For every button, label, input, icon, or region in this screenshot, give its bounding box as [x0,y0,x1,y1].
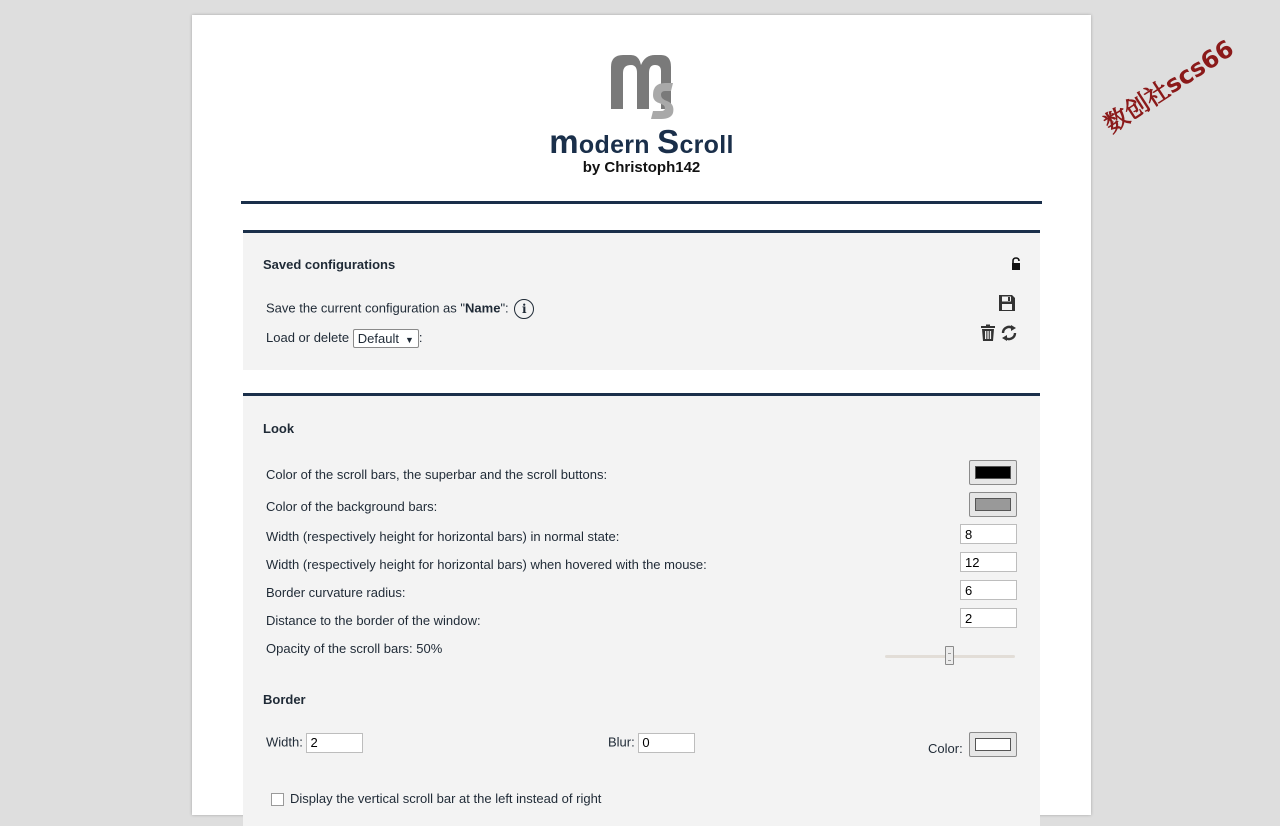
opacity-slider[interactable] [885,646,1015,666]
saved-configurations-panel [243,230,1040,370]
load-config-row: Load or delete Default ▼ : [266,329,423,346]
lock-open-icon[interactable] [1009,257,1023,271]
scrollbar-color-button[interactable] [969,460,1017,485]
look-panel [243,393,1040,826]
config-select[interactable]: Default ▼ [353,329,419,348]
trash-icon[interactable] [979,324,997,342]
radius-input[interactable] [960,580,1017,600]
app-title: modern Scroll [549,123,734,160]
border-title: Border [263,692,306,707]
background-color-swatch [975,498,1011,511]
config-name-placeholder[interactable]: Name [465,300,501,316]
author-byline: by Christoph142 [582,159,701,176]
border-color-button[interactable] [969,732,1017,757]
distance-label: Distance to the border of the window: [266,613,481,628]
background-color-label: Color of the background bars: [266,499,438,514]
distance-input[interactable] [960,608,1017,628]
width-hover-label: Width (respectively height for horizontal bars) when hovered with the mouse: [266,557,707,572]
scrollbar-color-label: Color of the scroll bars, the superbar and the scroll buttons: [266,467,608,482]
opacity-slider-thumb[interactable] [945,646,954,665]
border-blur-label: Blur: [608,734,635,750]
watermark-text: 数创社scs66 [1099,34,1239,139]
border-blur-input[interactable]: 0 [638,733,695,753]
saved-configurations-title: Saved configurations [263,257,396,272]
background-color-button[interactable] [969,492,1017,517]
info-icon[interactable]: i [514,299,534,319]
options-page [192,15,1091,815]
width-hover-input[interactable] [960,552,1017,572]
border-width-input[interactable]: 2 [306,733,363,753]
refresh-icon[interactable] [1000,324,1018,342]
radius-label: Border curvature radius: [266,585,406,600]
save-icon[interactable] [998,294,1016,312]
header-divider [241,201,1042,204]
left-scrollbar-label: Display the vertical scroll bar at the left instead of right [290,791,602,806]
width-normal-input[interactable] [960,524,1017,544]
border-color-swatch [975,738,1011,751]
border-blur-row [608,733,695,753]
width-normal-label: Width (respectively height for horizontal bars) in normal state: [266,529,620,544]
save-config-row: Save the current configuration as "Name": i [266,299,534,319]
border-color-label: Color: [928,741,963,756]
modern-scroll-logo [609,53,675,119]
border-width-row [266,733,363,753]
opacity-label: Opacity of the scroll bars: 50% [266,641,443,656]
look-title: Look [263,421,295,436]
border-width-label: Width: [266,734,303,750]
scrollbar-color-swatch [975,466,1011,479]
